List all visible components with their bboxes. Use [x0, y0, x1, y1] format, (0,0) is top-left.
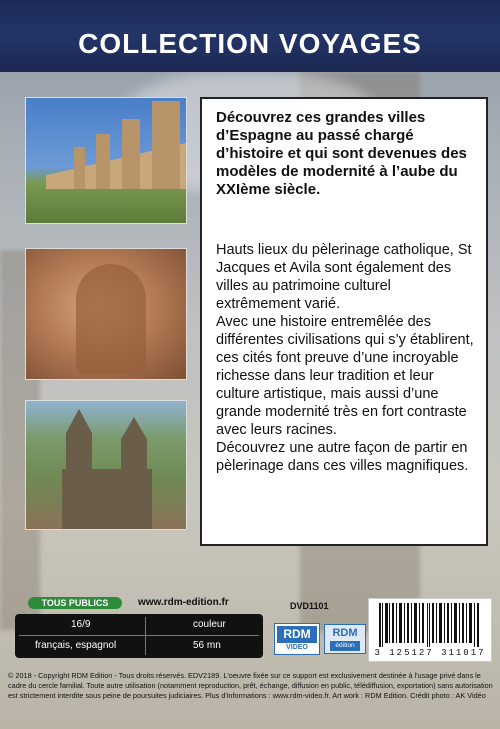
- description-box: [200, 97, 488, 546]
- wall-tower: [122, 119, 140, 189]
- wall-tower: [96, 134, 110, 189]
- photo-saint-sculpture: [25, 248, 187, 380]
- audience-badge: TOUS PUBLICS: [28, 597, 122, 609]
- table-divider: [145, 617, 146, 655]
- wall-tower: [74, 147, 85, 189]
- header-banner: [0, 0, 500, 72]
- logo-text: édition: [330, 641, 360, 651]
- collection-title: COLLECTION VOYAGES: [78, 28, 422, 59]
- barcode-bars: [379, 603, 481, 647]
- photo-santiago-cathedral: [25, 400, 187, 530]
- body-text: [216, 241, 478, 475]
- photo-avila-walls: [25, 97, 187, 224]
- logo-text: RDM: [277, 626, 317, 643]
- cathedral-body: [62, 469, 152, 529]
- tech-specs-table: [15, 614, 263, 658]
- duration-value: 56 mn: [193, 640, 221, 651]
- product-reference: DVD1101: [290, 601, 329, 611]
- body-paragraph: Hauts lieux du pèlerinage catholique, St Jacques et Avila sont également des villes au patrimoine culturel extrêmement varié.: [216, 242, 472, 312]
- logo-text: VIDEO: [286, 644, 308, 651]
- languages-value: français, espagnol: [35, 640, 117, 651]
- barcode-number: 3 125127 311017: [374, 648, 486, 658]
- website-link: www.rdm-edition.fr: [138, 597, 229, 608]
- rdm-video-logo: [274, 623, 320, 655]
- logo-text: RDM: [332, 627, 358, 639]
- intro-text: Découvrez ces grandes villes d’Espagne au passé chargé d’histoire et qui sont devenues des modèles de modernité à l’aube du XXIème siècle.: [216, 109, 467, 198]
- barcode: [368, 598, 492, 662]
- format-value: 16/9: [71, 619, 91, 630]
- legal-notice: © 2018 - Copyright RDM Edition - Tous droits réservés. EDV2189. L'oeuvre fixée sur ce support est exclusivement destinée à l'usage privé dans le cadre du cercle familial. Toute autre utilisation (notamment reproduction, prêt, échange, diffusion en public, télédiffusion, exportation) sans autorisation est strictement interdite sous peine de poursuites judiciaires. Plus d'informations : www.rdm-video.fr. Art work : RDM Edition. Crédit photo : AK Vidéo: [8, 671, 493, 700]
- body-paragraph: Avec une histoire entremêlée des différentes civilisations qui s’y établirent, ces cités font preuve d’une incroyable richesse dans leur tradition et leur culture artistique, mais aussi d’une grande modernité très en fort contraste avec leurs racines.: [216, 314, 474, 438]
- wall-tower: [152, 101, 180, 189]
- color-value: couleur: [193, 619, 226, 630]
- body-paragraph: Découvrez une autre façon de partir en pèlerinage dans ces villes magnifiques.: [216, 440, 469, 474]
- sculpture-figure: [76, 264, 146, 374]
- rdm-edition-logo: [324, 624, 366, 654]
